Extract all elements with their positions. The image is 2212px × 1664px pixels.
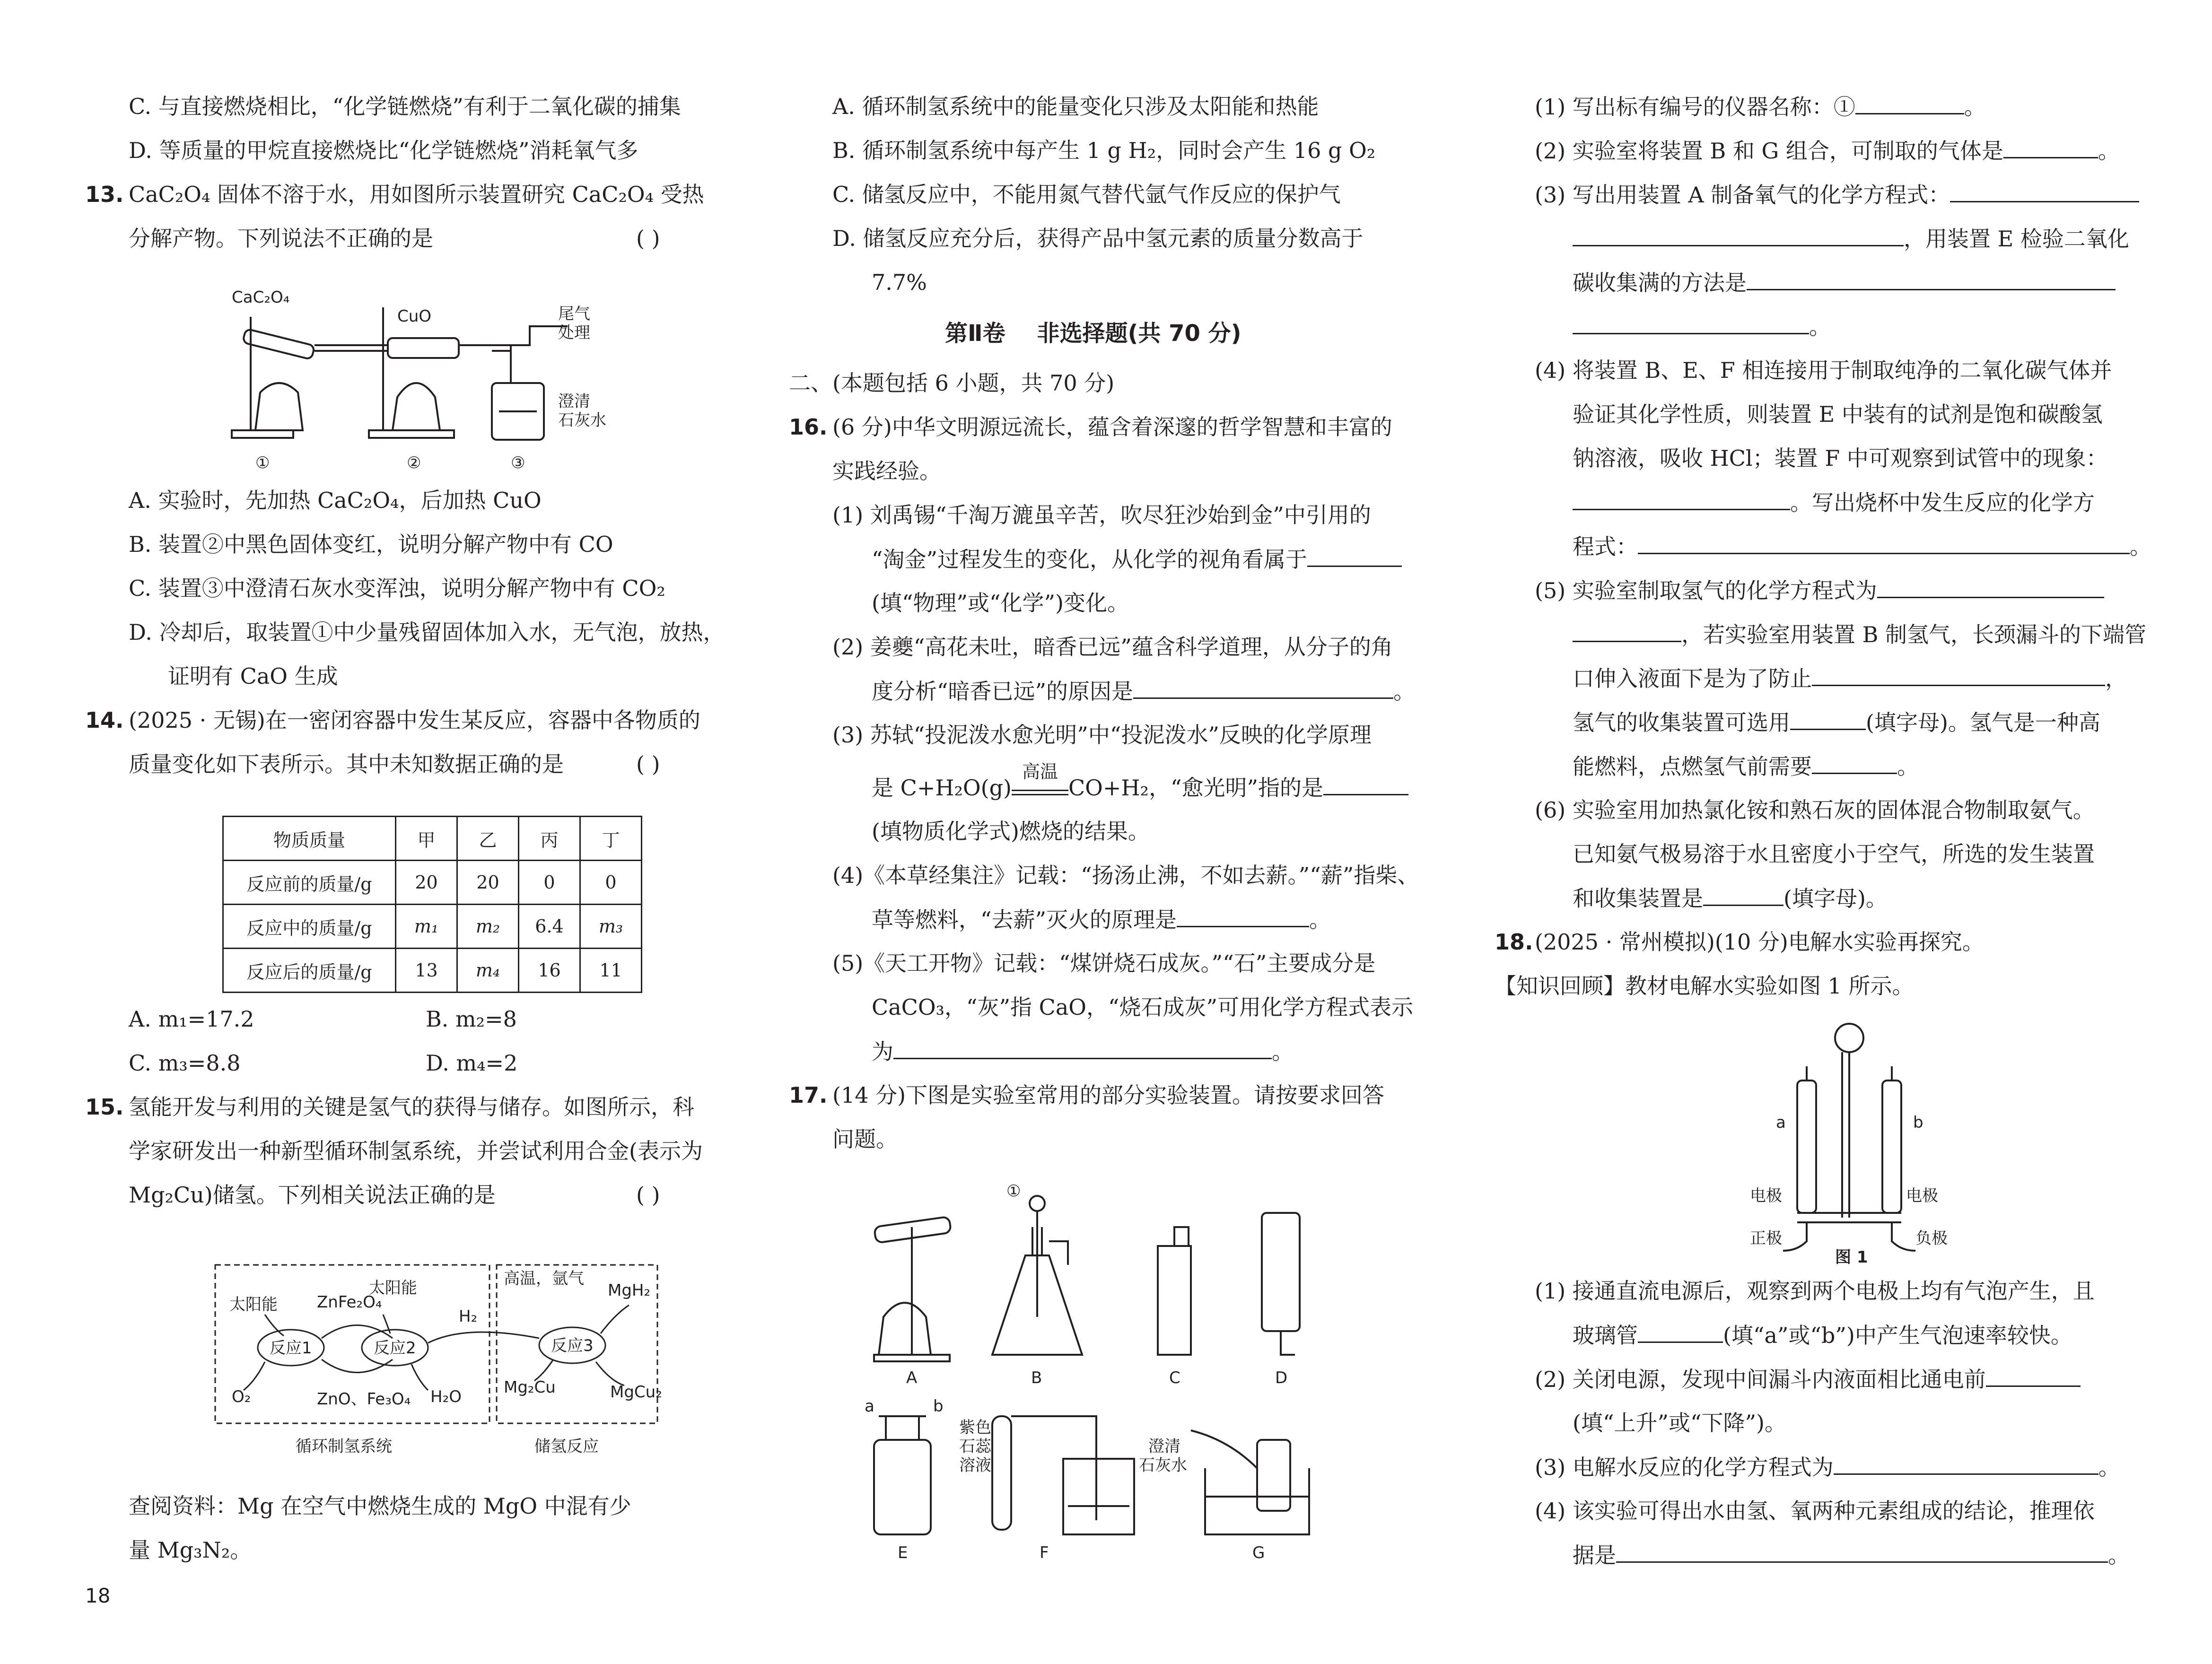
- q15-label-mgh2: MgH₂: [608, 1281, 651, 1300]
- q14-answer-paren: ( ): [636, 751, 660, 777]
- q18-label-a: a: [1776, 1113, 1786, 1132]
- q16-part2-line1: (2) 姜夔“高花未吐，暗香已远”蕴含科学道理，从分子的角: [832, 634, 1393, 660]
- q15-option-d-line1: D. 储氢反应充分后，获得产品中氢元素的质量分数高于: [832, 226, 1364, 251]
- q15-label-solar-1: 太阳能: [229, 1295, 278, 1314]
- q18-part1-text-a: 玻璃管: [1573, 1323, 1638, 1348]
- q17-part4-line5: 程式： 。: [1573, 532, 2151, 561]
- q17-part1-blank[interactable]: [1855, 92, 1964, 114]
- q18-part1-line2: [1573, 1321, 2072, 1350]
- q14-stem-line2: 质量变化如下表所示。其中未知数据正确的是: [129, 751, 564, 777]
- q18-label-b: b: [1913, 1113, 1923, 1132]
- q17-part6-line3: [1573, 884, 1888, 913]
- q16-part5-line2: CaCO₃，“灰”指 CaO，“烧石成灰”可用化学方程式表示: [872, 994, 1413, 1020]
- q17-part6-blank[interactable]: [1703, 884, 1784, 906]
- q15-option-b: B. 循环制氢系统中每产生 1 g H₂，同时会产生 16 g O₂: [832, 138, 1376, 163]
- q18-knowledge-review: 【知识回顾】教材电解水实验如图 1 所示。: [1495, 973, 1914, 999]
- q18-electrolysis-figure: [1750, 1019, 1949, 1265]
- q16-part3-line2: [872, 761, 1408, 802]
- q16-part2-blank[interactable]: [1133, 677, 1393, 699]
- q17-part5-blank-b[interactable]: [1573, 620, 1681, 642]
- table-cell: 13: [396, 949, 457, 993]
- q18-part4-text: 据是: [1573, 1542, 1616, 1568]
- q17-part5-blank-e[interactable]: [1812, 752, 1897, 774]
- table-cell: 0: [580, 861, 642, 905]
- q17-label-litmus-1: 紫色: [959, 1418, 991, 1437]
- q18-label-electrode-left: 电极: [1750, 1186, 1782, 1205]
- table-cell: 6.4: [519, 905, 580, 949]
- q16-part4-blank[interactable]: [1177, 905, 1309, 927]
- q18-stem-line1: (2025 · 常州模拟)(10 分)电解水实验再探究。: [1535, 929, 1984, 955]
- q15-answer-paren: ( ): [636, 1182, 660, 1208]
- q17-part4-blank-a[interactable]: [1573, 488, 1790, 510]
- q18-part2-blank[interactable]: [1986, 1365, 2081, 1387]
- q16-part3-line1: (3) 苏轼“投泥泼水愈光明”中“投泥泼水”反映的化学原理: [832, 722, 1372, 748]
- q15-number: 15.: [85, 1094, 124, 1120]
- q14-option-b: B. m₂=8: [426, 1006, 517, 1032]
- q17-part5-line1: [1535, 576, 2104, 605]
- q14-option-d: D. m₄=2: [426, 1050, 518, 1076]
- q18-part4-line1: (4) 该实验可得出水由氢、氧两种元素组成的结论，推理依: [1535, 1498, 2095, 1524]
- q18-part3-text: (3) 电解水反应的化学方程式为: [1535, 1455, 1834, 1480]
- q17-part5-line5: 能燃料，点燃氢气前需要 。: [1573, 752, 1919, 781]
- q17-label-g: G: [1252, 1543, 1265, 1562]
- q17-part3-line1: [1535, 180, 2139, 209]
- q13-label-limewater-1: 澄清: [558, 392, 590, 411]
- q17-part3-text: (3) 写出用装置 A 制备氧气的化学方程式：: [1535, 182, 1950, 208]
- q17-part3-line2: [1573, 224, 2129, 253]
- q17-part5-line3: 口伸入液面下是为了防止 ，: [1573, 664, 2127, 693]
- q13-label-3: ③: [511, 453, 525, 472]
- q17-part3-text-b: ，用装置 E 检验二氧化: [1904, 226, 2129, 252]
- q16-part3-equation-right: CO+H₂，“愈光明”指的是: [1068, 775, 1324, 801]
- q17-part2-text: (2) 实验室将装置 B 和 G 组合，可制取的气体是: [1535, 138, 2003, 164]
- q16-part4-line1: (4)《本草经集注》记载：“扬汤止沸，不如去薪。”“薪”指柴、: [832, 862, 1419, 888]
- q15-label-zno-fe3o4: ZnO、Fe₃O₄: [317, 1390, 411, 1409]
- q17-label-litmus-3: 溶液: [959, 1456, 991, 1475]
- table-cell: 11: [580, 949, 642, 993]
- q15-option-c: C. 储氢反应中，不能用氮气替代氩气作反应的保护气: [832, 182, 1341, 207]
- q17-part2: (2) 实验室将装置 B 和 G 组合，可制取的气体是 。: [1535, 136, 2120, 165]
- q17-label-b: B: [1031, 1368, 1042, 1387]
- q14-option-c: C. m₃=8.8: [129, 1050, 241, 1076]
- q13-stem-line2: 分解产物。下列说法不正确的是: [129, 226, 433, 251]
- q16-part5-line3: 为 。: [872, 1037, 1294, 1066]
- q17-part6-line1: (6) 实验室用加热氯化铵和熟石灰的固体混合物制取氨气。: [1535, 797, 2095, 823]
- q17-part3-line3: [1573, 268, 2116, 297]
- q17-stem-line2: 问题。: [832, 1126, 898, 1152]
- q15-label-h2o: H₂O: [430, 1387, 462, 1406]
- q18-part1-text-b: (填“a”或“b”)中产生气泡速率较快。: [1723, 1323, 2072, 1348]
- table-cell: 20: [457, 861, 519, 905]
- q16-part4-line2: 草等燃料，“去薪”灭火的原理是 。: [872, 905, 1331, 934]
- q18-part2-line2: (填“上升”或“下降”)。: [1573, 1410, 1786, 1436]
- q17-part4-text-d: 。写出烧杯中发生反应的化学方: [1790, 490, 2095, 515]
- q13-option-d-line1: D. 冷却后，取装置①中少量残留固体加入水，无气泡，放热，: [129, 619, 725, 645]
- q17-part5-blank-a[interactable]: [1877, 576, 2104, 598]
- q15-label-storage: 储氢反应: [534, 1437, 599, 1456]
- q18-part2-line1: [1535, 1365, 2081, 1394]
- q18-label-negative: 负极: [1915, 1229, 1948, 1248]
- q16-part3-line3: (填物质化学式)燃烧的结果。: [872, 819, 1150, 844]
- q17-stem-line1: (14 分)下图是实验室常用的部分实验装置。请按要求回答: [832, 1082, 1385, 1108]
- q16-part3-equation-left: 是 C+H₂O(g): [872, 775, 1012, 801]
- q13-stem-line1: CaC₂O₄ 固体不溶于水，用如图所示装置研究 CaC₂O₄ 受热: [129, 182, 704, 207]
- table-cell: m₂: [457, 905, 519, 949]
- q15-reference-line1: 查阅资料：Mg 在空气中燃烧生成的 MgO 中混有少: [129, 1493, 631, 1519]
- q15-hydrogen-cycle-figure: [213, 1263, 667, 1461]
- q15-label-o2: O₂: [232, 1387, 251, 1406]
- q15-label-znfe2o4: ZnFe₂O₄: [317, 1293, 382, 1312]
- q13-label-cuo: CuO: [397, 307, 432, 326]
- q18-part4-line2: 据是 。: [1573, 1541, 2130, 1569]
- table-cell: 20: [396, 861, 457, 905]
- q16-part1-blank[interactable]: [1307, 545, 1402, 567]
- q17-label-e: E: [898, 1543, 908, 1562]
- q15-label-mg2cu: Mg₂Cu: [504, 1378, 556, 1397]
- q17-part4-line3: 钠溶液，吸收 HCl；装置 F 中可观察到试管中的现象：: [1573, 445, 2108, 471]
- q16-part2-line2: 度分析“暗香已远”的原因是 。: [872, 677, 1415, 706]
- q13-option-d-line2: 证明有 CaO 生成: [168, 663, 338, 689]
- table-cell: 0: [519, 861, 580, 905]
- q18-part3-blank[interactable]: [1834, 1453, 2098, 1475]
- q17-label-f: F: [1040, 1543, 1049, 1562]
- q15-option-a: A. 循环制氢系统中的能量变化只涉及太阳能和热能: [832, 94, 1319, 119]
- q17-label-a: A: [906, 1368, 918, 1387]
- table-row: [223, 949, 642, 993]
- q17-part4-text-e: 程式：: [1573, 534, 1638, 559]
- q17-part1-text: (1) 写出标有编号的仪器名称：①: [1535, 94, 1855, 120]
- q17-part4-line4: [1573, 488, 2095, 517]
- q17-part3-blank-a[interactable]: [1950, 180, 2139, 202]
- q18-part1-line1: (1) 接通直流电源后，观察到两个电极上均有气泡产生，且: [1535, 1278, 2095, 1304]
- q14-mass-table: [222, 816, 642, 993]
- q17-part5-text-b: ，若实验室用装置 B 制氢气，长颈漏斗的下端管: [1681, 622, 2147, 647]
- q17-number: 17.: [789, 1082, 828, 1108]
- q17-part5-line4: [1573, 708, 2100, 737]
- q15-label-solar-2: 太阳能: [369, 1279, 417, 1298]
- table-row: [223, 861, 642, 905]
- q13-label-1: ①: [255, 453, 270, 472]
- q16-part5-line1: (5)《天工开物》记载：“煤饼烧石成灰。”“石”主要成分是: [832, 950, 1376, 976]
- table-cell: m₄: [457, 949, 519, 993]
- q17-label-limewater-1: 澄清: [1148, 1437, 1180, 1456]
- q17-label-d: D: [1275, 1368, 1288, 1387]
- q17-part4-line2: 验证其化学性质，则装置 E 中装有的试剂是饱和碳酸氢: [1573, 401, 2103, 427]
- q12-option-c: C. 与直接燃烧相比，“化学链燃烧”有利于二氧化碳的捕集: [129, 94, 681, 119]
- table-cell: 16: [519, 949, 580, 993]
- q17-part3-line4: 。: [1573, 312, 1831, 341]
- q17-part1: (1) 写出标有编号的仪器名称：① 。: [1535, 92, 1986, 121]
- q15-stem-line2: 学家研发出一种新型循环制氢系统，并尝试利用合金(表示为: [129, 1138, 703, 1164]
- q16-part1-text: “淘金”过程发生的变化，从化学的视角看属于: [872, 547, 1308, 572]
- q18-label-positive: 正极: [1750, 1229, 1782, 1248]
- q12-option-d: D. 等质量的甲烷直接燃烧比“化学链燃烧”消耗氧气多: [129, 138, 638, 163]
- q15-label-reaction1: 反应1: [270, 1339, 312, 1358]
- q13-label-cac2o4: CaC₂O₄: [232, 288, 290, 307]
- q16-part4-text: 草等燃料，“去薪”灭火的原理是: [872, 907, 1177, 932]
- q17-label-port-b: b: [933, 1397, 944, 1416]
- q16-part1-line2: [872, 545, 1402, 574]
- q17-part5-text-e1: 能燃料，点燃氢气前需要: [1573, 754, 1812, 779]
- q13-option-c: C. 装置③中澄清石灰水变浑浊，说明分解产物中有 CO₂: [129, 575, 665, 601]
- q16-part1-line3: (填“物理”或“化学”)变化。: [872, 590, 1129, 616]
- q17-label-limewater-2: 石灰水: [1139, 1456, 1187, 1475]
- q18-label-electrode-right: 电极: [1906, 1186, 1938, 1205]
- q17-part4-blank-b[interactable]: [1638, 532, 2130, 554]
- q13-option-a: A. 实验时，先加热 CaC₂O₄，后加热 CuO: [129, 488, 542, 513]
- q13-answer-paren: ( ): [636, 226, 660, 251]
- table-row: [223, 905, 642, 949]
- q16-part3-blank[interactable]: [1323, 773, 1408, 795]
- q14-stem-line1: (2025 · 无锡)在一密闭容器中发生某反应，容器中各物质的: [129, 707, 700, 733]
- q17-part6-line2: 已知氨气极易溶于水且密度小于空气，所选的发生装置: [1573, 841, 2095, 867]
- q17-part5-blank-d[interactable]: [1790, 708, 1866, 730]
- q18-part2-text-a: (2) 关闭电源，发现中间漏斗内液面相比通电前: [1535, 1367, 1986, 1392]
- section-subtitle: 二、(本题包括 6 小题，共 70 分): [789, 370, 1115, 396]
- q15-stem-line1: 氢能开发与利用的关键是氢气的获得与储存。如图所示，科: [129, 1094, 694, 1120]
- q13-label-limewater-2: 石灰水: [558, 411, 606, 430]
- page-number: 18: [85, 1584, 111, 1607]
- q17-part6-text-c1: 和收集装置是: [1573, 886, 1703, 911]
- q16-number: 16.: [789, 414, 828, 440]
- q15-label-cycle-system: 循环制氢系统: [296, 1437, 392, 1456]
- table-cell: 物质质量: [223, 817, 396, 861]
- q17-part3-blank-d[interactable]: [1573, 312, 1809, 334]
- table-cell: 乙: [457, 817, 519, 861]
- q18-part3: (3) 电解水反应的化学方程式为 。: [1535, 1453, 2120, 1481]
- q16-stem-line2: 实践经验。: [832, 458, 941, 484]
- q17-label-mark-1: ①: [1006, 1182, 1021, 1201]
- q13-apparatus-figure: [227, 288, 643, 487]
- q18-part1-blank[interactable]: [1638, 1321, 1723, 1343]
- q13-label-2: ②: [407, 453, 421, 472]
- table-cell: 丙: [519, 817, 580, 861]
- table-header-row: [223, 817, 642, 861]
- q17-apparatus-figure: [865, 1175, 1338, 1563]
- table-cell: 反应中的质量/g: [223, 905, 396, 949]
- q16-part1-line1: (1) 刘禹锡“千淘万漉虽辛苦，吹尽狂沙始到金”中引用的: [832, 502, 1371, 528]
- table-cell: 反应后的质量/g: [223, 949, 396, 993]
- q15-label-mgcu2: MgCu₂: [610, 1383, 662, 1402]
- q17-part5-line2: [1573, 620, 2146, 649]
- q17-label-litmus-2: 石蕊: [959, 1437, 991, 1456]
- table-cell: m₁: [396, 905, 457, 949]
- table-cell: 反应前的质量/g: [223, 861, 396, 905]
- q17-part5-text-d2: (填字母)。氢气是一种高: [1866, 710, 2100, 735]
- q16-part3-condition: 高温: [1022, 761, 1058, 782]
- q17-part5-text-a: (5) 实验室制取氢气的化学方程式为: [1535, 578, 1877, 603]
- q17-part4-line1: (4) 将装置 B、E、F 相连接用于制取纯净的二氧化碳气体并: [1535, 357, 2112, 383]
- q16-stem-line1: (6 分)中华文明源远流长，蕴含着深邃的哲学智慧和丰富的: [832, 414, 1392, 440]
- q17-part6-text-c2: (填字母)。: [1784, 886, 1888, 911]
- table-cell: 甲: [396, 817, 457, 861]
- q17-part5-text-d1: 氢气的收集装置可选用: [1573, 710, 1790, 735]
- q13-option-b: B. 装置②中黑色固体变红，说明分解产物中有 CO: [129, 531, 613, 557]
- q17-part2-blank[interactable]: [2003, 136, 2098, 158]
- q16-part2-text: 度分析“暗香已远”的原因是: [872, 679, 1134, 704]
- q17-part3-blank-b[interactable]: [1573, 224, 1904, 246]
- q16-part5-blank[interactable]: [893, 1037, 1272, 1059]
- q15-label-reaction2: 反应2: [374, 1339, 416, 1358]
- q13-number: 13.: [85, 182, 124, 207]
- q18-figure-caption: 图 1: [1835, 1248, 1868, 1265]
- q17-part5-blank-c[interactable]: [1812, 664, 2105, 686]
- q13-label-tail-gas-1: 尾气: [558, 305, 590, 323]
- q15-stem-line3: Mg₂Cu)储氢。下列相关说法正确的是: [129, 1182, 496, 1208]
- q17-part3-text-c: 碳收集满的方法是: [1573, 270, 1747, 296]
- q17-part3-blank-c[interactable]: [1747, 268, 2116, 290]
- section-title: 第Ⅱ卷 非选择题(共 70 分): [945, 320, 1242, 347]
- q14-option-a: A. m₁=17.2: [129, 1006, 254, 1032]
- q15-label-reaction3: 反应3: [551, 1336, 594, 1355]
- table-cell: 丁: [580, 817, 642, 861]
- q17-label-c: C: [1169, 1368, 1180, 1387]
- q15-reference-line2: 量 Mg₃N₂。: [129, 1537, 252, 1563]
- q14-number: 14.: [85, 707, 124, 733]
- q16-part5-text: 为: [872, 1039, 893, 1064]
- q17-part5-text-c: 口伸入液面下是为了防止: [1573, 666, 1812, 691]
- q15-label-h2: H₂: [459, 1307, 478, 1326]
- q18-part4-blank[interactable]: [1616, 1541, 2108, 1563]
- q15-option-d-line2: 7.7%: [872, 270, 927, 295]
- q17-label-port-a: a: [865, 1397, 874, 1416]
- q13-label-tail-gas-2: 处理: [558, 323, 590, 342]
- table-cell: m₃: [580, 905, 642, 949]
- q15-label-high-temp-argon: 高温，氩气: [504, 1269, 584, 1288]
- q18-number: 18.: [1495, 929, 1533, 955]
